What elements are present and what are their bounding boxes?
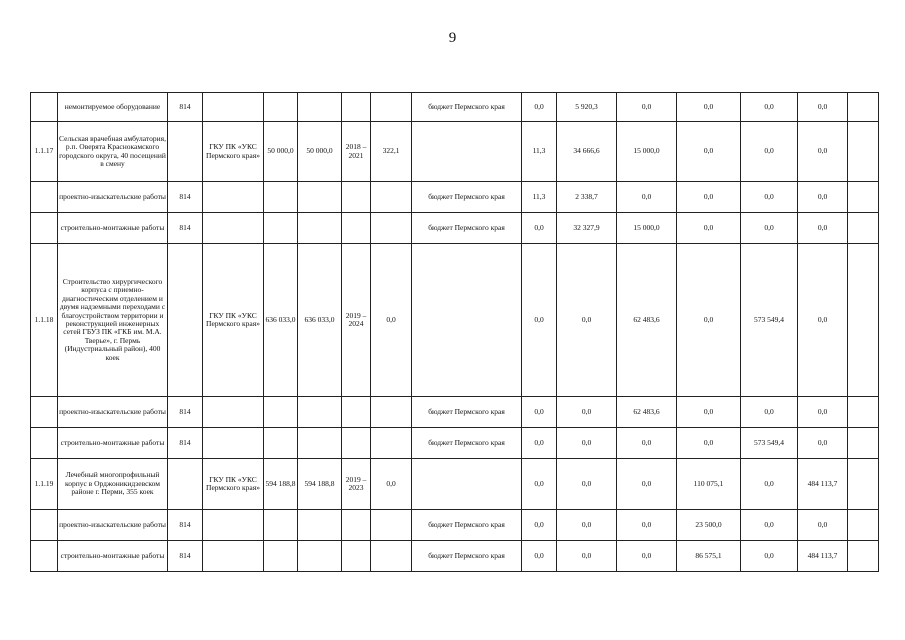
cell-cost1: [264, 93, 298, 122]
cell-v3: 0,0: [617, 182, 677, 213]
cell-v2: 0,0: [557, 510, 617, 541]
cell-v4: 0,0: [677, 182, 741, 213]
cell-v5: 0,0: [741, 182, 798, 213]
cell-v1: 0,0: [522, 459, 557, 510]
cell-v3: 15 000,0: [617, 122, 677, 182]
cell-num: [31, 428, 58, 459]
budget-table: [30, 92, 879, 572]
cell-cost2: [298, 213, 342, 244]
cell-v2: 0,0: [557, 541, 617, 572]
cell-org: [203, 510, 264, 541]
table-row: [31, 510, 879, 541]
cell-v6: 0,0: [798, 428, 848, 459]
cell-v6: 0,0: [798, 213, 848, 244]
cell-cost2: [298, 541, 342, 572]
cell-org: [203, 397, 264, 428]
cell-cost2: [298, 93, 342, 122]
cell-v2: 34 666,6: [557, 122, 617, 182]
cell-org: [203, 428, 264, 459]
cell-capacity: [371, 213, 412, 244]
cell-name: Сельская врачебная амбулатория, р.п. Оверята Краснокамского городского округа, 40 посещений в смену: [58, 122, 168, 182]
cell-name: немонтируемое оборудование: [58, 93, 168, 122]
cell-org: [203, 541, 264, 572]
cell-v7: [848, 122, 879, 182]
cell-name: строительно-монтажные работы: [58, 213, 168, 244]
cell-v5: 573 549,4: [741, 244, 798, 397]
cell-capacity: 322,1: [371, 122, 412, 182]
page-number: 9: [448, 30, 457, 46]
cell-v1: 0,0: [522, 213, 557, 244]
cell-v7: [848, 244, 879, 397]
cell-cost2: 594 188,8: [298, 459, 342, 510]
cell-v1: 11,3: [522, 182, 557, 213]
table-row: [31, 93, 879, 122]
cell-name: проектно-изыскательские работы: [58, 510, 168, 541]
cell-org: ГКУ ПК «УКС Пермского края»: [203, 459, 264, 510]
cell-v1: 0,0: [522, 244, 557, 397]
cell-v5: 0,0: [741, 213, 798, 244]
cell-v4: 23 500,0: [677, 510, 741, 541]
cell-capacity: [371, 428, 412, 459]
cell-source: бюджет Пермского края: [412, 93, 522, 122]
cell-num: [31, 397, 58, 428]
cell-period: [342, 213, 371, 244]
table-row: [31, 397, 879, 428]
cell-capacity: [371, 510, 412, 541]
table-row: [31, 244, 879, 397]
cell-v6: 0,0: [798, 244, 848, 397]
cell-cost1: [264, 213, 298, 244]
cell-period: [342, 182, 371, 213]
cell-name: проектно-изыскательские работы: [58, 397, 168, 428]
cell-v5: 0,0: [741, 510, 798, 541]
cell-num: [31, 93, 58, 122]
cell-v1: 0,0: [522, 510, 557, 541]
cell-v4: 0,0: [677, 122, 741, 182]
cell-v3: 15 000,0: [617, 213, 677, 244]
cell-source: бюджет Пермского края: [412, 428, 522, 459]
cell-v5: 0,0: [741, 397, 798, 428]
cell-capacity: 0,0: [371, 244, 412, 397]
cell-v7: [848, 397, 879, 428]
cell-cost2: [298, 397, 342, 428]
cell-v1: 11,3: [522, 122, 557, 182]
cell-period: [342, 428, 371, 459]
cell-v3: 0,0: [617, 541, 677, 572]
cell-cost1: 636 033,0: [264, 244, 298, 397]
cell-v7: [848, 93, 879, 122]
cell-period: [342, 93, 371, 122]
table-row: [31, 459, 879, 510]
cell-cost1: [264, 397, 298, 428]
cell-v7: [848, 428, 879, 459]
table-body: [31, 93, 879, 572]
cell-num: [31, 541, 58, 572]
cell-source: бюджет Пермского края: [412, 541, 522, 572]
cell-v2: 0,0: [557, 459, 617, 510]
cell-v5: 0,0: [741, 459, 798, 510]
cell-num: 1.1.18: [31, 244, 58, 397]
cell-capacity: [371, 541, 412, 572]
cell-v2: 0,0: [557, 397, 617, 428]
cell-period: [342, 510, 371, 541]
cell-v4: 86 575,1: [677, 541, 741, 572]
cell-cost1: [264, 182, 298, 213]
cell-v1: 0,0: [522, 428, 557, 459]
table-row: [31, 213, 879, 244]
cell-period: 2019 – 2024: [342, 244, 371, 397]
cell-v1: 0,0: [522, 541, 557, 572]
cell-org: ГКУ ПК «УКС Пермского края»: [203, 244, 264, 397]
cell-v3: 62 483,6: [617, 397, 677, 428]
cell-v1: 0,0: [522, 93, 557, 122]
cell-v5: 0,0: [741, 122, 798, 182]
table-row: [31, 428, 879, 459]
cell-name: строительно-монтажные работы: [58, 541, 168, 572]
cell-capacity: 0,0: [371, 459, 412, 510]
cell-source: бюджет Пермского края: [412, 510, 522, 541]
cell-v6: 0,0: [798, 510, 848, 541]
cell-num: 1.1.17: [31, 122, 58, 182]
cell-period: [342, 397, 371, 428]
cell-cost1: [264, 428, 298, 459]
cell-code: [168, 244, 203, 397]
cell-v3: 0,0: [617, 93, 677, 122]
cell-name: Строительство хирургического корпуса с приемно-диагностическим отделением и двумя надземными переходами с благоустройством территории и реконструкцией инженерных сетей ГБУЗ ПК «ГКБ им. М.А. Тверье», г. Пермь (Индустриальный район), 400 коек: [58, 244, 168, 397]
cell-source: бюджет Пермского края: [412, 182, 522, 213]
table-row: [31, 541, 879, 572]
cell-num: [31, 510, 58, 541]
cell-v6: 484 113,7: [798, 541, 848, 572]
table-row: [31, 122, 879, 182]
cell-v3: 62 483,6: [617, 244, 677, 397]
cell-cost2: [298, 510, 342, 541]
cell-period: 2018 – 2021: [342, 122, 371, 182]
cell-v6: 0,0: [798, 93, 848, 122]
cell-v5: 0,0: [741, 541, 798, 572]
cell-cost2: 50 000,0: [298, 122, 342, 182]
cell-capacity: [371, 397, 412, 428]
cell-v3: 0,0: [617, 510, 677, 541]
cell-v5: 0,0: [741, 93, 798, 122]
cell-code: [168, 459, 203, 510]
cell-org: ГКУ ПК «УКС Пермского края»: [203, 122, 264, 182]
cell-cost2: [298, 182, 342, 213]
cell-v7: [848, 213, 879, 244]
cell-v4: 0,0: [677, 397, 741, 428]
cell-cost1: [264, 510, 298, 541]
cell-v1: 0,0: [522, 397, 557, 428]
cell-period: [342, 541, 371, 572]
cell-capacity: [371, 93, 412, 122]
cell-code: 814: [168, 182, 203, 213]
cell-cost1: 594 188,8: [264, 459, 298, 510]
cell-source: [412, 459, 522, 510]
cell-org: [203, 93, 264, 122]
cell-num: 1.1.19: [31, 459, 58, 510]
cell-v2: 5 920,3: [557, 93, 617, 122]
table-row: [31, 182, 879, 213]
cell-capacity: [371, 182, 412, 213]
cell-num: [31, 182, 58, 213]
cell-source: бюджет Пермского края: [412, 397, 522, 428]
cell-cost2: [298, 428, 342, 459]
cell-source: [412, 122, 522, 182]
cell-v7: [848, 182, 879, 213]
cell-v7: [848, 541, 879, 572]
cell-cost1: [264, 541, 298, 572]
cell-v6: 0,0: [798, 122, 848, 182]
cell-v4: 0,0: [677, 244, 741, 397]
cell-period: 2019 – 2023: [342, 459, 371, 510]
cell-v2: 0,0: [557, 428, 617, 459]
cell-v6: 0,0: [798, 182, 848, 213]
cell-name: проектно-изыскательские работы: [58, 182, 168, 213]
cell-v4: 110 075,1: [677, 459, 741, 510]
cell-name: строительно-монтажные работы: [58, 428, 168, 459]
cell-code: 814: [168, 428, 203, 459]
cell-org: [203, 213, 264, 244]
cell-cost2: 636 033,0: [298, 244, 342, 397]
cell-code: [168, 122, 203, 182]
cell-v3: 0,0: [617, 428, 677, 459]
cell-v3: 0,0: [617, 459, 677, 510]
cell-v4: 0,0: [677, 213, 741, 244]
cell-name: Лечебный многопрофильный корпус в Орджоникидзевском районе г. Перми, 355 коек: [58, 459, 168, 510]
cell-source: [412, 244, 522, 397]
cell-v4: 0,0: [677, 428, 741, 459]
cell-code: 814: [168, 93, 203, 122]
cell-v2: 2 338,7: [557, 182, 617, 213]
cell-v2: 32 327,9: [557, 213, 617, 244]
cell-num: [31, 213, 58, 244]
cell-v4: 0,0: [677, 93, 741, 122]
cell-source: бюджет Пермского края: [412, 213, 522, 244]
cell-cost1: 50 000,0: [264, 122, 298, 182]
cell-v7: [848, 510, 879, 541]
cell-v6: 0,0: [798, 397, 848, 428]
cell-v7: [848, 459, 879, 510]
cell-code: 814: [168, 213, 203, 244]
cell-code: 814: [168, 541, 203, 572]
cell-v6: 484 113,7: [798, 459, 848, 510]
cell-code: 814: [168, 510, 203, 541]
cell-org: [203, 182, 264, 213]
cell-v5: 573 549,4: [741, 428, 798, 459]
cell-v2: 0,0: [557, 244, 617, 397]
cell-code: 814: [168, 397, 203, 428]
